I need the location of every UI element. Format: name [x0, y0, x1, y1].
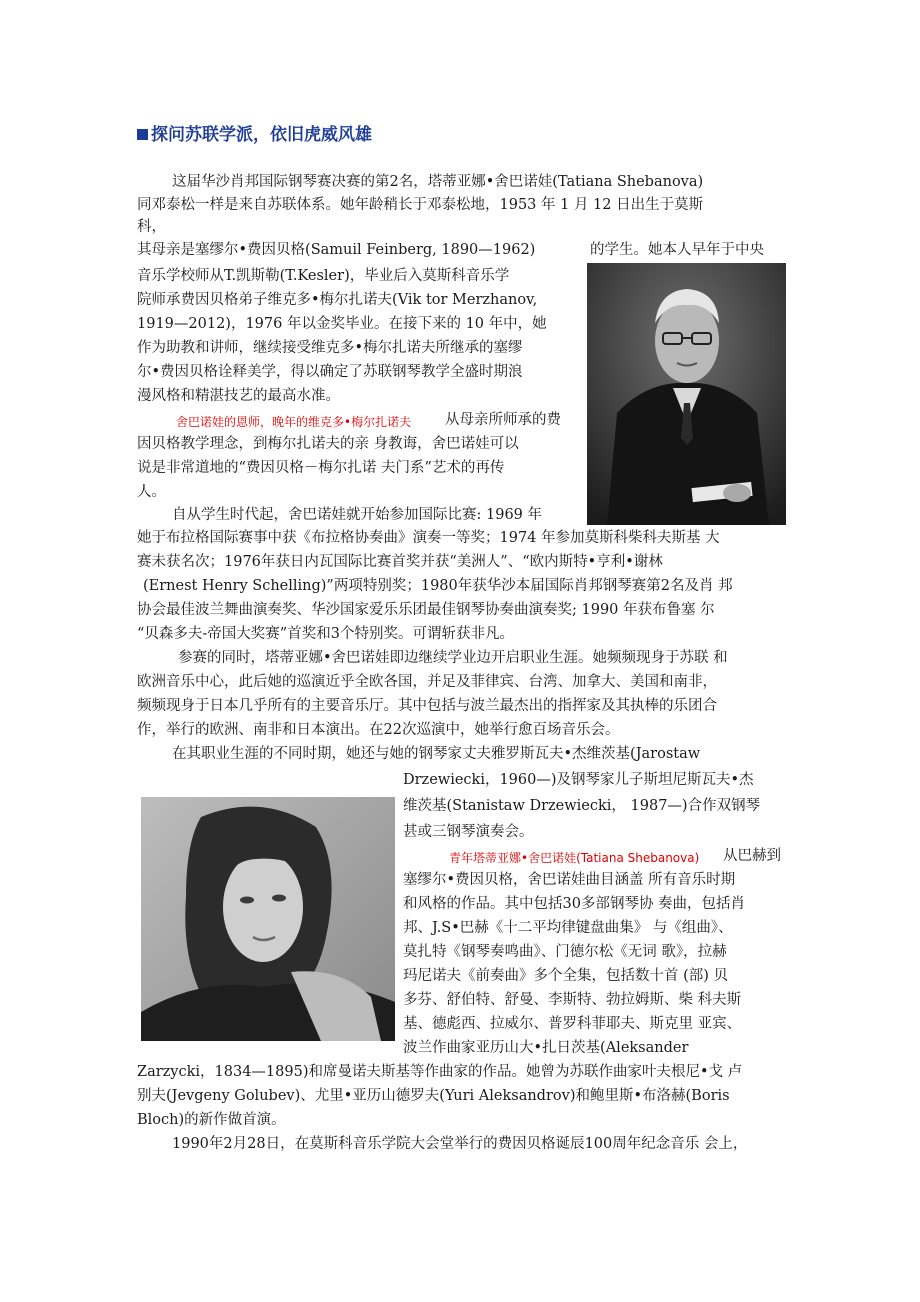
photo-caption-merzhanov: 舍巴诺娃的恩师，晚年的维克多•梅尔扎诺夫: [176, 415, 412, 429]
text-line: Zarzycki，1834—1895)和席曼诺夫斯基等作曲家的作品。她曾为苏联作曲家叶夫根尼•戈 卢: [137, 1064, 743, 1080]
text-line: 作为助教和讲师，继续接受维克多•梅尔扎诺夫所继承的塞缪: [137, 340, 523, 356]
portrait-photo-merzhanov: [587, 263, 786, 525]
text-line: 这届华沙肖邦国际钢琴赛决赛的第2名，塔蒂亚娜•舍巴诺娃(Tatiana Shebanova): [172, 174, 704, 190]
text-line: 邦、J.S•巴赫《十二平均律键盘曲集》 与《组曲》、: [403, 920, 733, 936]
square-bullet-icon: [137, 129, 148, 140]
text-line: 作，举行的欧洲、南非和日本演出。在22次巡演中，她举行愈百场音乐会。: [137, 722, 620, 738]
text-line: 维茨基(Stanistaw Drzewiecki， 1987—)合作双钢琴: [403, 798, 761, 814]
text-line: 自从学生时代起，舍巴诺娃就开始参加国际比赛: 1969 年: [172, 507, 543, 523]
text-line: (Ernest Henry Schelling)”两项特别奖；1980年获华沙本届国际肖邦钢琴赛第2名及肖 邦: [143, 578, 733, 594]
text-line: 科，: [137, 219, 166, 235]
text-line: Bloch)的新作做首演。: [137, 1112, 286, 1128]
text-line: 从巴赫到: [723, 848, 781, 864]
text-line: Drzewiecki，1960—)及钢琴家儿子斯坦尼斯瓦夫•杰: [403, 772, 754, 788]
text-line: 欧洲音乐中心，此后她的巡演近乎全欧各国，并足及菲律宾、台湾、加拿大、美国和南非，: [137, 674, 717, 690]
article-heading: [137, 120, 372, 145]
heading-text: 探问苏联学派，依旧虎威风雄: [151, 125, 372, 145]
text-line: 漫风格和精湛技艺的最高水准。: [137, 388, 340, 404]
text-line: “贝森多夫-帝国大奖赛”首奖和3个特别奖。可谓斩获非凡。: [137, 626, 514, 642]
text-line: 同邓泰松一样是来自苏联体系。她年龄稍长于邓泰松地，1953 年 1 月 12 日出生于莫斯: [137, 197, 704, 213]
text-line: 参赛的同时，塔蒂亚娜•舍巴诺娃即边继续学业边开启职业生涯。她频频现身于苏联 和: [178, 650, 728, 666]
text-line: 波兰作曲家亚历山大•扎日茨基(Aleksander: [403, 1040, 689, 1056]
text-line: 频频现身于日本几乎所有的主要音乐厅。其中包括与波兰最杰出的指挥家及其执棒的乐团合: [137, 698, 717, 714]
text-line: 的学生。她本人早年于中央: [590, 242, 764, 258]
text-line: 塞缪尔•费因贝格，舍巴诺娃曲目涵盖 所有音乐时期: [403, 872, 736, 888]
text-line: 因贝格教学理念，到梅尔扎诺夫的亲 身教诲，舍巴诺娃可以: [137, 436, 519, 452]
text-line: 说是非常道地的“费因贝格－梅尔扎诺 夫门系”艺术的再传: [137, 460, 505, 476]
text-line: 其母亲是塞缪尔•费因贝格(Samuil Feinberg, 1890—1962): [137, 242, 536, 258]
text-line: 甚或三钢琴演奏会。: [403, 824, 534, 840]
text-line: 在其职业生涯的不同时期，她还与她的钢琴家丈夫雅罗斯瓦夫•杰维茨基(Jarostaw: [172, 746, 701, 762]
text-line: 基、德彪西、拉威尔、普罗科菲耶夫、斯克里 亚宾、: [403, 1016, 742, 1032]
text-line: 赛未获名次；1976年获日内瓦国际比赛首奖并获“美洲人”、“欧内斯特•亨利•谢林: [137, 554, 663, 570]
text-line: 多芬、舒伯特、舒曼、李斯特、勃拉姆斯、柴 科夫斯: [403, 992, 742, 1008]
text-line: 院师承费因贝格弟子维克多•梅尔扎诺夫(Vik tor Merzhanov,: [137, 292, 538, 308]
text-line: 她于布拉格国际赛事中获《布拉格协奏曲》演奏一等奖；1974 年参加莫斯科柴科夫斯基 大: [137, 530, 720, 546]
photo-caption-shebanova: 青年塔蒂亚娜•舍巴诺娃(Tatiana Shebanova): [449, 851, 700, 865]
text-line: 1990年2月28日，在莫斯科音乐学院大会堂举行的费因贝格诞辰100周年纪念音乐 会上，: [172, 1136, 748, 1152]
text-line: 从母亲所师承的费: [445, 412, 561, 428]
text-line: 尔•费因贝格诠释美学，得以确定了苏联钢琴教学全盛时期浪: [137, 364, 523, 380]
text-line: 和风格的作品。其中包括30多部钢琴协 奏曲，包括肖: [403, 896, 746, 912]
text-line: 协会最佳波兰舞曲演奏奖、华沙国家爱乐乐团最佳钢琴协奏曲演奏奖; 1990 年获布鲁塞 尔: [137, 602, 715, 618]
text-line: 1919—2012)，1976 年以金奖毕业。在接下来的 10 年中，她: [137, 316, 547, 332]
text-line: 人。: [137, 484, 166, 500]
text-line: 玛尼诺夫《前奏曲》多个全集，包括数十首 (部) 贝: [403, 968, 729, 984]
portrait-photo-young-shebanova: [141, 797, 395, 1041]
text-line: 莫扎特《钢琴奏鸣曲》、门德尔松《无词 歌》，拉赫: [403, 944, 727, 960]
text-line: 音乐学校师从T.凯斯勒(T.Kesler)，毕业后入莫斯科音乐学: [137, 268, 510, 284]
text-line: 别夫(Jevgeny Golubev)、尤里•亚历山德罗夫(Yuri Aleksandrov)和鲍里斯•布洛赫(Boris: [137, 1088, 730, 1104]
